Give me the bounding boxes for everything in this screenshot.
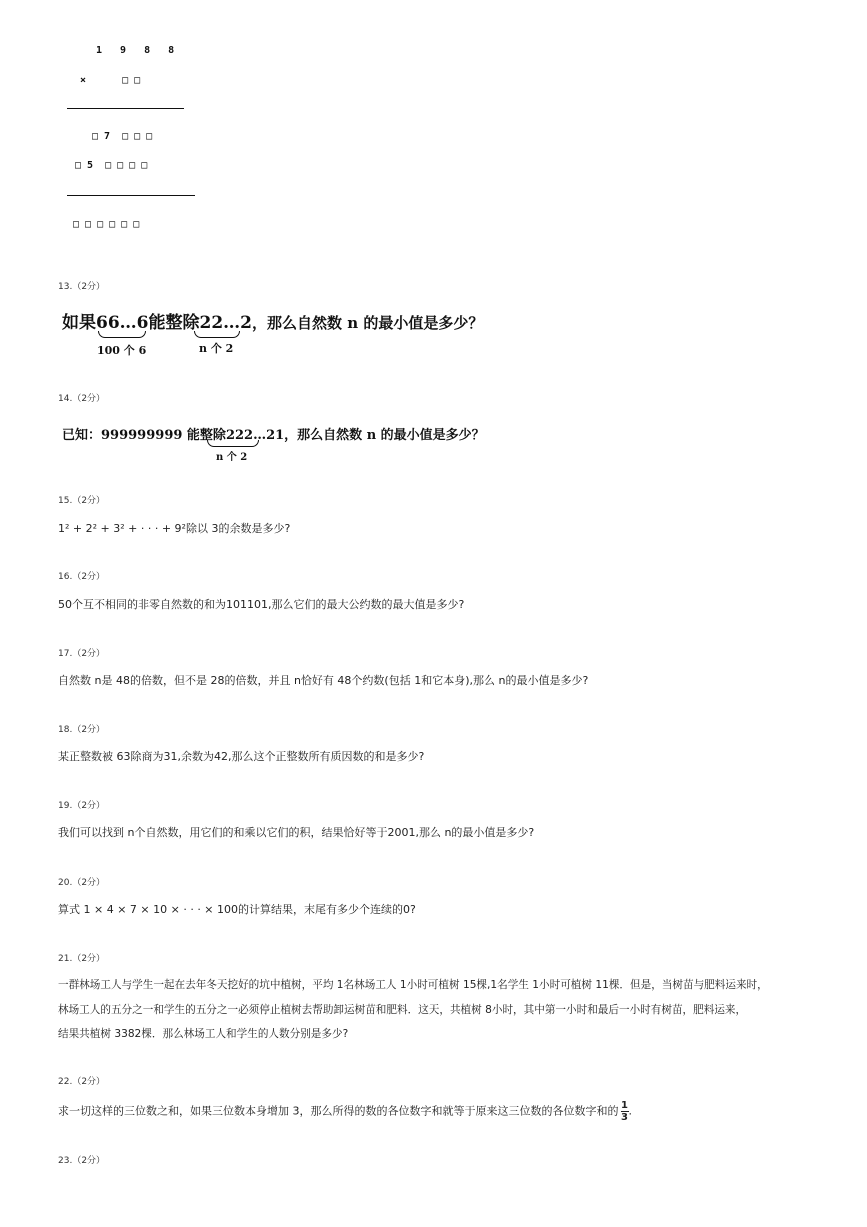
q22-tail: . bbox=[628, 1104, 632, 1118]
q13-brace-2 bbox=[194, 331, 240, 338]
question-21-number: 21.（2分） bbox=[58, 954, 106, 964]
question-22-number: 22.（2分） bbox=[58, 1077, 106, 1087]
question-15-number: 15.（2分） bbox=[58, 496, 106, 506]
q22-main-text: 求一切这样的三位数之和，如果三位数本身增加 3，那么所得的数的各位数字和就等于原来这三位数的各位数字和的 bbox=[58, 1104, 619, 1118]
puzzle-rule-2 bbox=[67, 195, 195, 196]
question-16-text: 50个互不相同的非零自然数的和为101101,那么它们的最大公约数的最大值是多少? bbox=[58, 598, 465, 611]
question-17-text: 自然数 n是 48的倍数，但不是 28的倍数，并且 n恰好有 48个约数(包括 1和它本身),那么 n的最小值是多少? bbox=[58, 674, 589, 687]
q22-frac-numerator: 1 bbox=[621, 1100, 628, 1111]
puzzle-row-1: 1 9 8 8 bbox=[96, 45, 181, 56]
q13-brace-label-2: n 个 2 bbox=[199, 342, 234, 355]
q13-part-5: ，那么自然数 n 的最小值是多少？ bbox=[252, 314, 484, 332]
q14-brace bbox=[207, 440, 259, 447]
question-14-number: 14.（2分） bbox=[58, 394, 106, 404]
q22-fraction bbox=[621, 1100, 629, 1123]
question-18-number: 18.（2分） bbox=[58, 725, 106, 735]
q14-brace-label: n 个 2 bbox=[216, 452, 248, 463]
puzzle-row-5: □ □ □ □ □ □ bbox=[73, 219, 140, 230]
question-17-number: 17.（2分） bbox=[58, 649, 106, 659]
question-21-line-3: 结果共植树 3382棵．那么林场工人和学生的人数分别是多少? bbox=[58, 1028, 349, 1040]
q14-part-1: 已知：999999999 能整除 bbox=[62, 428, 226, 443]
question-19-text: 我们可以找到 n个自然数，用它们的和乘以它们的积，结果恰好等于2001,那么 n的最小值是多少? bbox=[58, 826, 535, 839]
q13-part-2: 66…6 bbox=[96, 313, 149, 333]
question-20-text: 算式 1 × 4 × 7 × 10 × · · · × 100的计算结果，末尾有多少个连续的0? bbox=[58, 903, 416, 916]
puzzle-row-2: × □ □ bbox=[80, 75, 141, 86]
question-18-text: 某正整数被 63除商为31,余数为42,那么这个正整数所有质因数的和是多少? bbox=[58, 750, 425, 763]
q13-brace-1 bbox=[98, 331, 146, 338]
puzzle-row-4: □ 5 □ □ □ □ bbox=[75, 160, 148, 171]
question-21-line-1: 一群林场工人与学生一起在去年冬天挖好的坑中植树，平均 1名林场工人 1小时可植树 15棵,1名学生 1小时可植树 11棵．但是，当树苗与肥料运来时， bbox=[58, 979, 768, 991]
question-20-number: 20.（2分） bbox=[58, 878, 106, 888]
question-13-text bbox=[62, 308, 483, 333]
question-16-number: 16.（2分） bbox=[58, 572, 106, 582]
q14-part-2: 222…21 bbox=[225, 428, 285, 443]
question-22-text bbox=[58, 1100, 632, 1123]
question-19-number: 19.（2分） bbox=[58, 801, 106, 811]
question-23-number: 23.（2分） bbox=[58, 1156, 106, 1166]
question-14-text bbox=[62, 424, 485, 443]
puzzle-rule-1 bbox=[67, 108, 184, 109]
question-21-line-2: 林场工人的五分之一和学生的五分之一必须停止植树去帮助卸运树苗和肥料．这天，共植树 8小时，其中第一小时和最后一小时有树苗，肥料运来， bbox=[58, 1004, 747, 1016]
q14-part-3: ，那么自然数 n 的最小值是多少？ bbox=[284, 428, 485, 443]
q22-frac-denominator: 3 bbox=[621, 1112, 628, 1123]
question-13-number: 13.（2分） bbox=[58, 282, 106, 292]
q13-part-3: 能整除 bbox=[148, 313, 200, 333]
question-15-text: 1² + 2² + 3² + · · · + 9²除以 3的余数是多少? bbox=[58, 522, 291, 535]
puzzle-row-3: □ 7 □ □ □ bbox=[92, 131, 153, 142]
q13-part-1: 如果 bbox=[62, 313, 96, 333]
q13-brace-label-1: 100 个 6 bbox=[97, 344, 147, 357]
q13-part-4: 22…2 bbox=[199, 313, 252, 333]
